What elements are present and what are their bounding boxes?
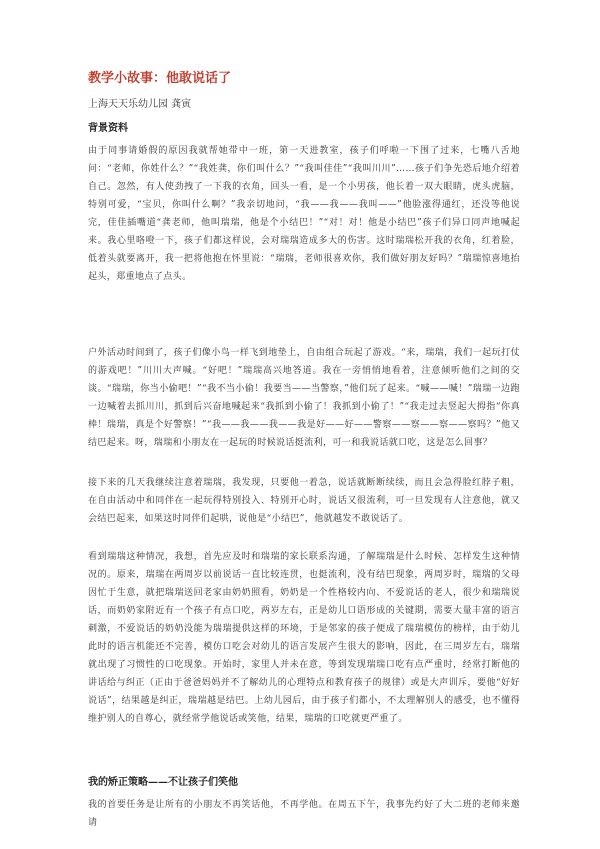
paragraph-1: 由于同事请婚假的原因我就帮她带中一班，第一天进教室，孩子们呼啦一下围了过来，七嘴八舌地问：“老师，你姓什么？”“我姓龚，你们叫什么？”“我叫佳佳”“我叫川川”……孩子们争先恐后地介绍着自己。忽然，有人使劲拽了一下我的衣角，回头一看，是一个小男孩，他长着一双大眼睛，虎头虎脑，特别可爱，“宝贝，你叫什么啊？”我亲切地问，“我——我——我叫——”他脸涨得通红，还没等他说完，佳佳插嘴道“龚老师，他叫瑞瑞，他是个小结巴！”“对！对！他是小结巴”孩子们异口同声地喊起来。我心里咯噔一下，孩子们都这样说，会对瑞瑞造成多大的伤害。这时瑞瑞松开我的衣角，红着脸，低着头就要离开，我一把将他抱在怀里说：“瑞瑞，老师很喜欢你，我们做好朋友好吗？”瑞瑞惊喜地抬起头，郑重地点了点头。 bbox=[88, 146, 520, 282]
section-heading-strategy: 我的矫正策略——不让孩子们笑他 bbox=[88, 777, 238, 788]
document-page bbox=[88, 70, 520, 836]
paragraph-5: 我的首要任务是让所有的小朋友不再笑话他，不再学他。在周五下午，我事先约好了大二班的老师来邀请 bbox=[88, 800, 520, 828]
paragraph-3: 接下来的几天我继续注意着瑞瑞，我发现，只要他一着急，说话就断断续续，而且会急得脸红脖子粗，在自由活动中和同伴在一起玩得特别投入、特别开心时，说话又很流利，可一旦发现有人注意他，就又会结巴起来，如果这时同伴们起哄，说他是“小结巴”，他就越发不敢说话了。 bbox=[88, 478, 520, 524]
paragraph-4: 看到瑞瑞这种情况，我想，首先应及时和瑞瑞的家长联系沟通，了解瑞瑞是什么时候、怎样发生这种情况的。原来，瑞瑞在两周岁以前说话一直比较连贯，也挺流利，没有结巴现象，两周岁时，瑞瑞的父母因忙于生意，就把瑞瑞送回老家由奶奶照看，奶奶是一个性格较内向、不爱说话的老人，很少和瑞瑞说话，而奶奶家附近有一个孩子有点口吃，两岁左右，正是幼儿口语形成的关键期，需要大量丰富的语言刺激，不爱说话的奶奶没能为瑞瑞提供这样的环境，于是邻家的孩子便成了瑞瑞模仿的榜样，由于幼儿此时的语言机能还不完善，模仿口吃会对幼儿的语言发展产生很大的影响，因此，在三周岁左右，瑞瑞就出现了习惯性的口吃现象。开始时，家里人并未在意，等到发现瑞瑞口吃有点严重时，经常打断他的讲话给与纠正（正由于爸爸妈妈并不了解幼儿的心理特点和教育孩子的规律）或是大声训斥，要他“好好说话”，结果越是纠正，瑞瑞越是结巴。上幼儿园后，由于孩子们都小，不太理解别人的感受，也不懂得维护别人的自尊心，就经常学他说话或笑他，结果，瑞瑞的口吃就更严重了。 bbox=[88, 552, 520, 724]
document-title: 教学小故事：他敢说话了 bbox=[88, 71, 232, 86]
paragraph-2: 户外活动时间到了，孩子们像小鸟一样飞到地垫上，自由组合玩起了游戏。“来，瑞瑞，我们一起玩打仗的游戏吧！”川川大声喊。“好吧！”瑞瑞高兴地答道。我在一旁悄悄地看着，注意倾听他们之间的交谈。“瑞瑞，你当小偷吧！”“我不当小偷！我要当——当警察，”他们玩了起来。“喊——喊！”瑞瑞一边跑一边喊着去抓川川，抓到后兴奋地喊起来“我抓到小偷了！我抓到小偷了！”“我走过去竖起大拇指“你真棒！瑞瑞，真是个好警察！”“我——我——我——我是好——好——警察——察——察——察吗？”他又结巴起来。呀，瑞瑞和小朋友在一起玩的时候说话挺流利，可一和我说话就口吃，这是怎么回事？ bbox=[88, 348, 520, 448]
section-heading-background: 背景资料 bbox=[88, 123, 128, 134]
author-line: 上海天天乐幼儿园 龚寅 bbox=[88, 99, 192, 110]
